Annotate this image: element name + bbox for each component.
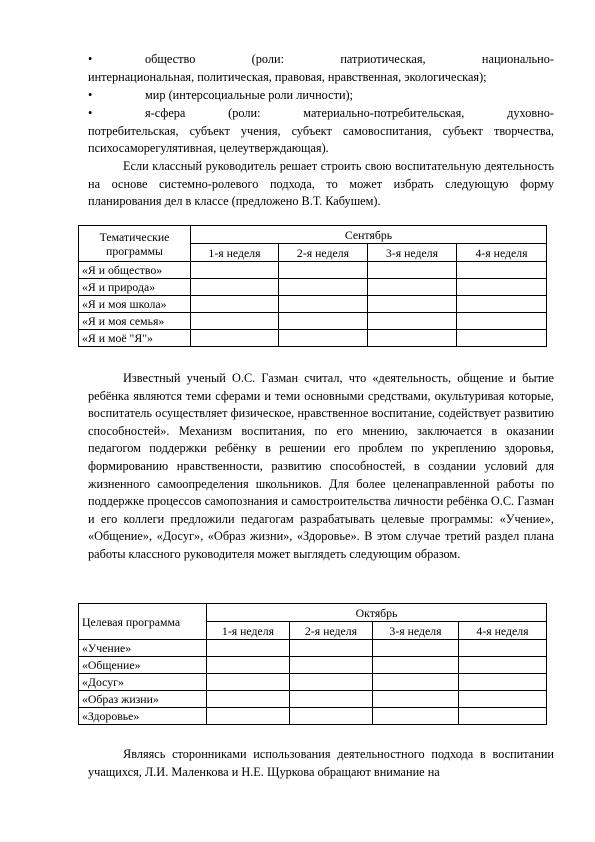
bullet-text: я-сфера (роли: материально-потребительская, духовно-: [145, 106, 554, 120]
table-cell: [368, 279, 457, 296]
program-label: «Образ жизни»: [79, 691, 207, 708]
table-week-header: 4-я неделя: [457, 244, 547, 262]
program-label: «Я и природа»: [79, 279, 191, 296]
table-cell: [191, 330, 279, 347]
table-cell: [290, 640, 373, 657]
table-row: [79, 313, 547, 330]
table-cell: [207, 691, 290, 708]
table-cell: [457, 313, 547, 330]
table-cell: [459, 691, 547, 708]
table-row: [79, 640, 547, 657]
table-cell: [191, 262, 279, 279]
table-row: [79, 279, 547, 296]
program-label: «Я и общество»: [79, 262, 191, 279]
bullet-text: мир (интерсоциальные роли личности);: [145, 88, 354, 102]
table-cell: [290, 708, 373, 725]
table-week-header: 2-я неделя: [279, 244, 368, 262]
table-cell: [279, 313, 368, 330]
table-week-header: 3-я неделя: [373, 622, 459, 640]
table-cell: [457, 330, 547, 347]
program-label: «Я и моя семья»: [79, 313, 191, 330]
program-label: «Общение»: [79, 657, 207, 674]
table-cell: [457, 262, 547, 279]
paragraph: Являясь сторонниками использования деятельностного подхода в воспитании учащихся, Л.И. Маленкова и Н.Е. Щуркова обращают внимание на: [88, 747, 554, 779]
plan-table-october: [78, 603, 547, 725]
table-cell: [368, 262, 457, 279]
table-month-header: Сентябрь: [191, 226, 547, 244]
table-row: [79, 296, 547, 313]
table-cell: [279, 296, 368, 313]
plan-table-september: [78, 225, 547, 347]
table-cell: [459, 674, 547, 691]
table-cell: [373, 657, 459, 674]
table-row: [79, 657, 547, 674]
table-corner-header: Тематические программы: [79, 226, 191, 262]
table-week-header: 3-я неделя: [368, 244, 457, 262]
table-cell: [459, 640, 547, 657]
table-week-header: 1-я неделя: [191, 244, 279, 262]
table-week-header: 1-я неделя: [207, 622, 290, 640]
table-cell: [457, 279, 547, 296]
paragraph: Если классный руководитель решает строить свою воспитательную деятельность на основе системно-ролевого подхода, то может избрать следующую форму планирования дел в классе (предложено В.Т. Кабушем).: [88, 159, 554, 209]
table-cell: [290, 691, 373, 708]
table-cell: [459, 708, 547, 725]
bullet-marker: •: [88, 106, 93, 120]
program-label: «Я и моя школа»: [79, 296, 191, 313]
table-cell: [457, 296, 547, 313]
table-row: [79, 262, 547, 279]
table-cell: [373, 708, 459, 725]
table-cell: [279, 262, 368, 279]
table-cell: [368, 296, 457, 313]
table-cell: [191, 296, 279, 313]
table-row: [79, 330, 547, 347]
table-cell: [459, 657, 547, 674]
program-label: «Здоровье»: [79, 708, 207, 725]
table-row: [79, 674, 547, 691]
program-label: «Досуг»: [79, 674, 207, 691]
table-week-header: 2-я неделя: [290, 622, 373, 640]
table-cell: [373, 691, 459, 708]
table-week-header: 4-я неделя: [459, 622, 547, 640]
table-corner-header: Целевая программа: [79, 604, 207, 640]
table-cell: [207, 640, 290, 657]
bullet-text: общество (роли: патриотическая, национально-: [145, 52, 554, 66]
paragraph: Известный ученый О.С. Газман считал, что «деятельность, общение и бытие ребёнка являются теми сферами и теми основными средствами, окультуривая которые, воспитатель осуществляет физическое, нравственное воспитание, содействует развитию способностей». Механизм воспитания, по его мнению, заключается в оказании педагогом поддержки ребёнку в решении его проблем по укреплению здоровья, формированию нравственности, развитию способностей, в создании условий для жизненного самоопределения школьников. Для более целенаправленной работы по поддержке процессов самопознания и самостроительства личности ребёнка О.С. Газман и его коллеги предложили педагогам разрабатывать целевые программы: «Учение», «Общение», «Досуг», «Образ жизни», «Здоровье». В этом случае третий раздел плана работы классного руководителя может выглядеть следующим образом.: [88, 371, 554, 561]
table-cell: [191, 313, 279, 330]
table-cell: [279, 279, 368, 296]
table-cell: [290, 674, 373, 691]
table-cell: [207, 674, 290, 691]
bullet-text-continued: потребительская, субъект учения, субъект самовоспитания, субъект творчества, психосаморегулятивная, целеутверждающая).: [88, 123, 554, 156]
table-row: [79, 708, 547, 725]
table-cell: [191, 279, 279, 296]
bullet-text-continued: интернациональная, политическая, правовая, нравственная, экологическая);: [88, 69, 487, 84]
bullet-marker: •: [88, 52, 93, 66]
table-row: [79, 691, 547, 708]
table-cell: [207, 708, 290, 725]
table-cell: [368, 313, 457, 330]
program-label: «Учение»: [79, 640, 207, 657]
bullet-marker: •: [88, 88, 93, 102]
table-cell: [207, 657, 290, 674]
table-cell: [373, 674, 459, 691]
table-cell: [290, 657, 373, 674]
program-label: «Я и моё "Я"»: [79, 330, 191, 347]
table-cell: [279, 330, 368, 347]
table-cell: [368, 330, 457, 347]
table-month-header: Октябрь: [207, 604, 547, 622]
table-cell: [373, 640, 459, 657]
